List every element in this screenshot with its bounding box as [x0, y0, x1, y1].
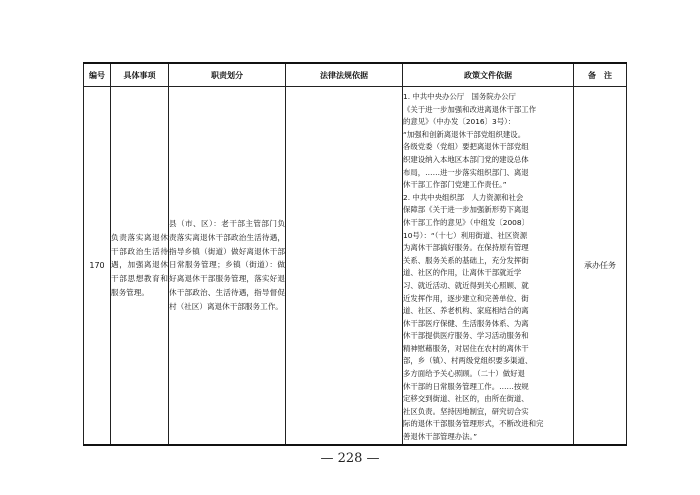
row-number: 170 — [84, 87, 111, 445]
policy-line: 2. 中共中央组织部 人力资源和社会 — [403, 192, 524, 202]
header-duty: 职责划分 — [169, 63, 286, 87]
duty-table — [83, 62, 627, 446]
policy-line: 休干部的日常服务管理工作。……按规 — [403, 381, 529, 391]
header-note: 备 注 — [574, 63, 627, 87]
policy-line: 布局，……进一步落实组织部门、离退 — [403, 167, 529, 177]
row-law — [286, 87, 403, 445]
policy-line: 休干部工作的意见》（中组发〔2008〕 — [403, 217, 529, 227]
policy-line: 道、社区、养老机构、家庭相结合的离 — [403, 306, 529, 316]
header-row — [84, 63, 627, 87]
policy-line: 休干部医疗保健、生活服务体系、为离 — [403, 318, 529, 328]
row-item: 负责落实离退休干部政治生活待遇，加强离退休干部思想教育和服务管理。 — [111, 232, 168, 297]
policy-line: 习、就近活动、就近得到关心照顾、就 — [403, 280, 529, 290]
policy-line: 部，乡（镇）、村两级党组织要多渠道、 — [403, 356, 533, 366]
policy-line: 1. 中共中央办公厅 国务院办公厅 — [403, 92, 516, 101]
table-row — [84, 87, 627, 445]
policy-line: 精神慰藉服务，对居住在农村的离休干 — [403, 343, 529, 353]
header-item: 具体事项 — [111, 63, 169, 87]
row-policy-cell — [403, 87, 574, 445]
policy-line: 织建设纳入本地区本部门党的建设总体 — [403, 154, 529, 164]
row-policy — [403, 87, 573, 444]
page-number: — 228 — — [320, 451, 380, 466]
policy-line: 定移交到街道、社区的，由所在街道、 — [403, 394, 529, 404]
header-policy: 政策文件依据 — [403, 63, 574, 87]
policy-line: 多方面给予关心照顾。（二十）做好退 — [403, 369, 525, 379]
row-note: 承办任务 — [574, 87, 627, 445]
policy-line: 休干部提供医疗服务、学习活动服务和 — [403, 331, 529, 341]
policy-line: 善退休干部管理办法。” — [403, 432, 478, 442]
policy-line: 的意见》（中办发〔2016〕3号）： — [403, 117, 516, 127]
policy-line: 际的退休干部服务管理形式，不断改进和完 — [403, 419, 544, 429]
row-duty: 县（市、区）：老干部主管部门负责落实离退休干部政治生活待遇，指导乡镇（街道）做好离退休干部日常服务管理；乡镇（街道）：做好离退休干部服务管理，落实好退休干部政治、生活待遇，指导督促村（社区）离退休干部服务工作。 — [169, 219, 285, 311]
policy-line: 社区负责。坚持因地制宜，研究切合实 — [403, 406, 529, 416]
policy-line: 道、社区的作用，让离休干部就近学 — [403, 268, 522, 278]
policy-line: 《关于进一步加强和改进离退休干部工作 — [403, 104, 537, 114]
policy-line: 近发挥作用，逐步建立和完善单位、街 — [403, 293, 529, 303]
header-number: 编号 — [84, 63, 111, 87]
policy-line: 为离休干部搞好服务。在保持原有管理 — [403, 243, 529, 253]
policy-line: 保障部《关于进一步加强新形势下离退 — [403, 205, 529, 215]
policy-line: “加强和创新离退休干部党组织建设。 — [403, 129, 526, 139]
header-law: 法律法规依据 — [286, 63, 403, 87]
row-item-cell — [111, 87, 169, 445]
policy-line: 关系、服务关系的基础上，充分发挥街 — [403, 255, 529, 265]
policy-line: 休干部工作部门党建工作责任。” — [403, 180, 507, 190]
policy-line: 各级党委（党组）要把离退休干部党组 — [403, 142, 529, 152]
policy-line: 10号）：“（十七）利用街道、社区资源 — [403, 230, 528, 240]
row-duty-cell — [169, 87, 286, 445]
